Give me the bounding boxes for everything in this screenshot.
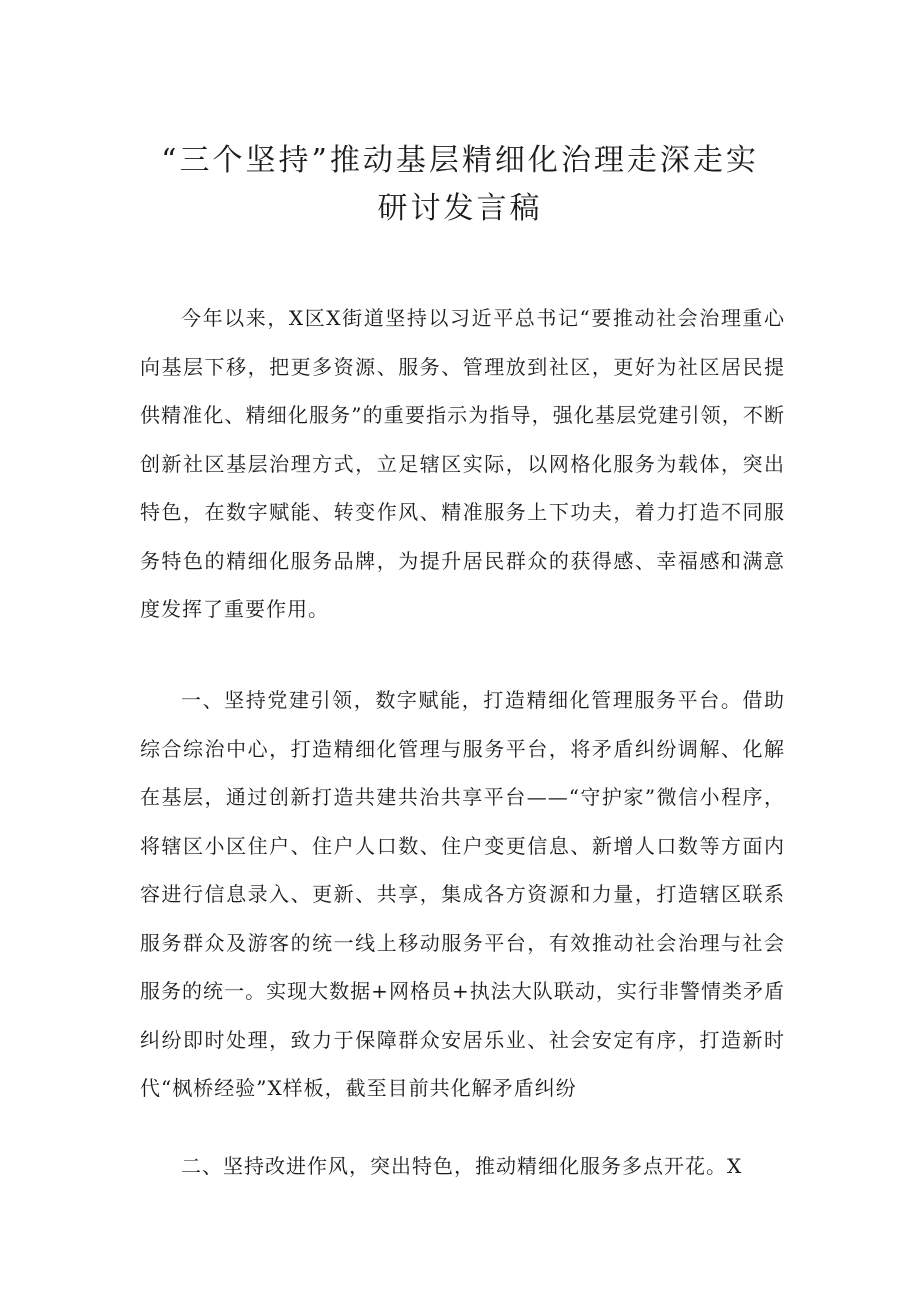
document-title-line-1: “三个坚持”推动基层精细化治理走深走实 [161, 143, 759, 178]
paragraph-section-two: 二、坚持改进作风，突出特色，推动精细化服务多点开花。X [181, 1154, 743, 1178]
paragraph-section-one: 一、坚持党建引领，数字赋能，打造精细化管理服务平台。借助综合综治中心，打造精细化管理与服务平台，将矛盾纠纷调解、化解在基层，通过创新打造共建共治共享平台——“守护家”微信小程序，将辖区小区住户、住户人口数、住户变更信息、新增人口数等方面内容进行信息录入、更新、共享，集成各方资源和力量，打造辖区联系服务群众及游客的统一线上移动服务平台，有效推动社会治理与社会服务的统一。实现大数据+网格员+执法大队联动，实行非警情类矛盾纠纷即时处理，致力于保障群众安居乐业、社会安定有序，打造新时代“枫桥经验”X样板，截至目前共化解矛盾纠纷 [140, 688, 785, 1100]
paragraph-intro: 今年以来，X区X街道坚持以习近平总书记“要推动社会治理重心向基层下移，把更多资源、服务、管理放到社区，更好为社区居民提供精准化、精细化服务”的重要指示为指导，强化基层党建引领，不断创新社区基层治理方式，立足辖区实际，以网格化服务为载体，突出特色，在数字赋能、转变作风、精准服务上下功夫，着力打造不同服务特色的精细化服务品牌，为提升居民群众的获得感、幸福感和满意度发挥了重要作用。 [140, 306, 785, 621]
document-title-line-2: 研讨发言稿 [377, 191, 543, 226]
